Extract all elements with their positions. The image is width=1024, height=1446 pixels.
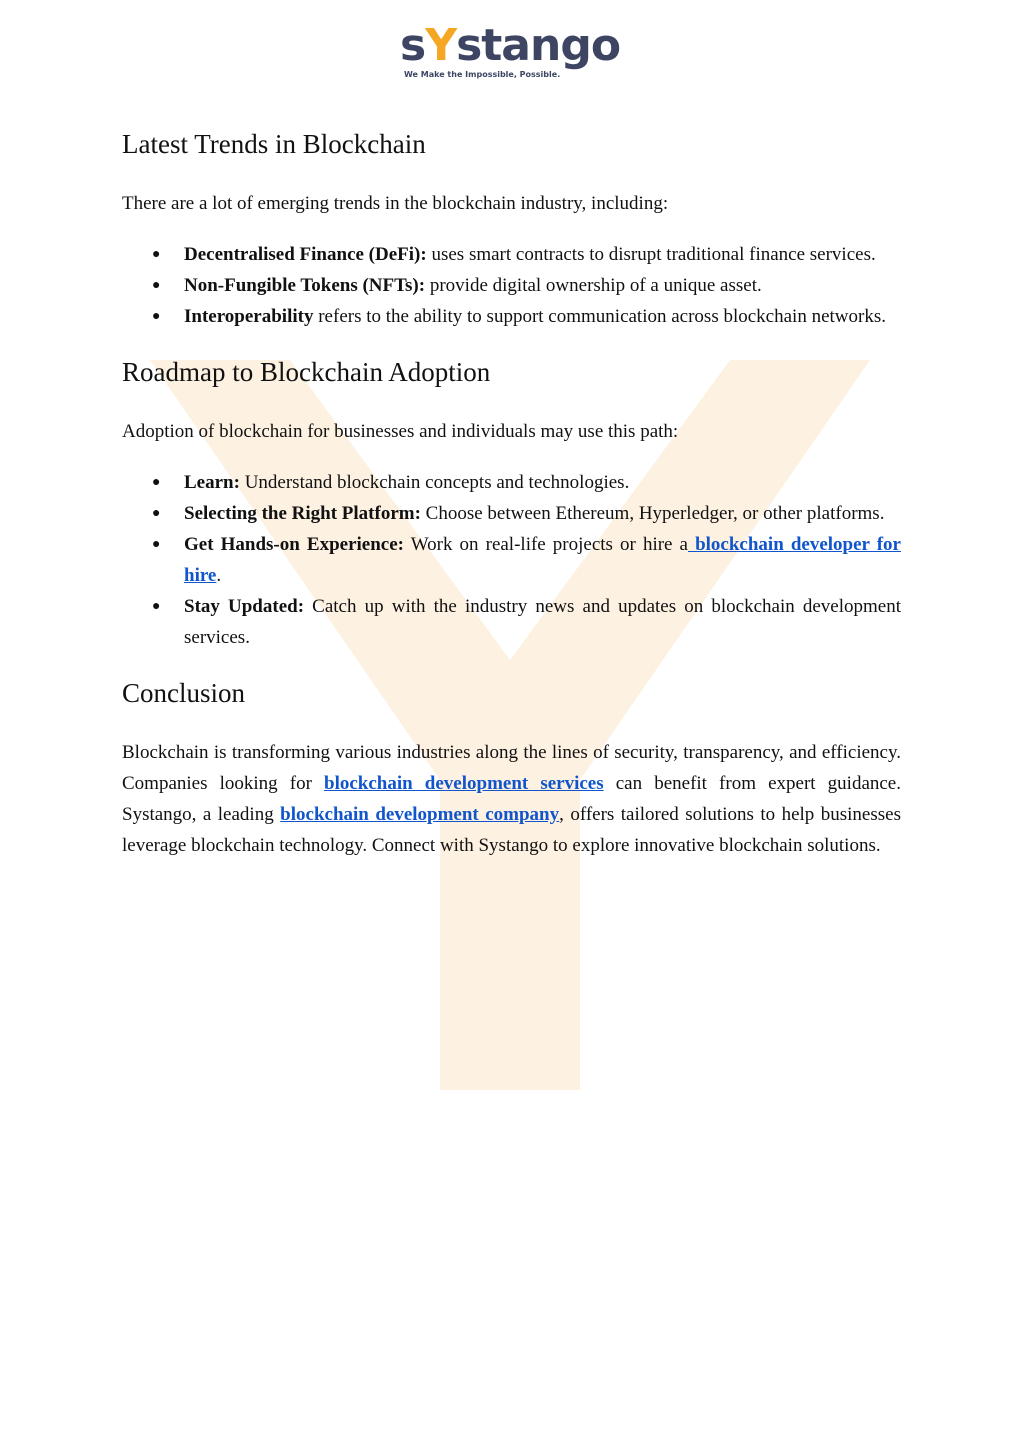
- logo-wordmark: sYstango: [400, 20, 621, 71]
- list-item: ● Interoperability refers to the ability to support communication across blockchain networks.: [122, 301, 901, 332]
- roadmap-list: [122, 467, 901, 653]
- bullet-icon: ●: [152, 278, 161, 293]
- trends-list: [122, 239, 901, 332]
- bullet-icon: ●: [152, 247, 161, 262]
- bullet-icon: ●: [152, 309, 161, 324]
- document-body: [122, 126, 901, 881]
- heading-roadmap: Roadmap to Blockchain Adoption: [122, 357, 491, 387]
- roadmap-intro: Adoption of blockchain for businesses and individuals may use this path:: [122, 421, 679, 442]
- systango-logo: [400, 20, 621, 84]
- bullet-icon: ●: [152, 537, 161, 552]
- bullet-icon: ●: [152, 475, 161, 490]
- heading-conclusion: Conclusion: [122, 678, 246, 708]
- blockchain-development-services-link[interactable]: blockchain development services: [324, 773, 604, 794]
- trends-intro: There are a lot of emerging trends in the blockchain industry, including:: [122, 193, 669, 214]
- list-item: ● Learn: Understand blockchain concepts and technologies.: [122, 467, 901, 498]
- list-item: ● Get Hands-on Experience: Work on real-life projects or hire a blockchain developer for hire.: [122, 529, 901, 591]
- list-item: ● Selecting the Right Platform: Choose between Ethereum, Hyperledger, or other platforms.: [122, 498, 901, 529]
- blockchain-developer-link[interactable]: blockchain developer for hire: [184, 534, 901, 586]
- list-item: ● Stay Updated: Catch up with the industry news and updates on blockchain development services.: [122, 591, 901, 653]
- conclusion-paragraph: Blockchain is transforming various industries along the lines of security, transparency, and efficiency. Companies looking for blockchain development services can benefit from expert guidance. Systango, a leading blockchain development company, offers tailored solutions to help businesses leverage blockchain technology. Connect with Systango to explore innovative blockchain solutions.: [122, 742, 901, 856]
- list-item: ● Decentralised Finance (DeFi): uses smart contracts to disrupt traditional finance services.: [122, 239, 901, 270]
- bullet-icon: ●: [152, 506, 161, 521]
- blockchain-development-company-link[interactable]: blockchain development company: [280, 804, 560, 825]
- list-item: ● Non-Fungible Tokens (NFTs): provide digital ownership of a unique asset.: [122, 270, 901, 301]
- logo-tagline: We Make the Impossible, Possible.: [404, 70, 561, 79]
- heading-latest-trends: Latest Trends in Blockchain: [122, 129, 426, 159]
- bullet-icon: ●: [152, 599, 161, 614]
